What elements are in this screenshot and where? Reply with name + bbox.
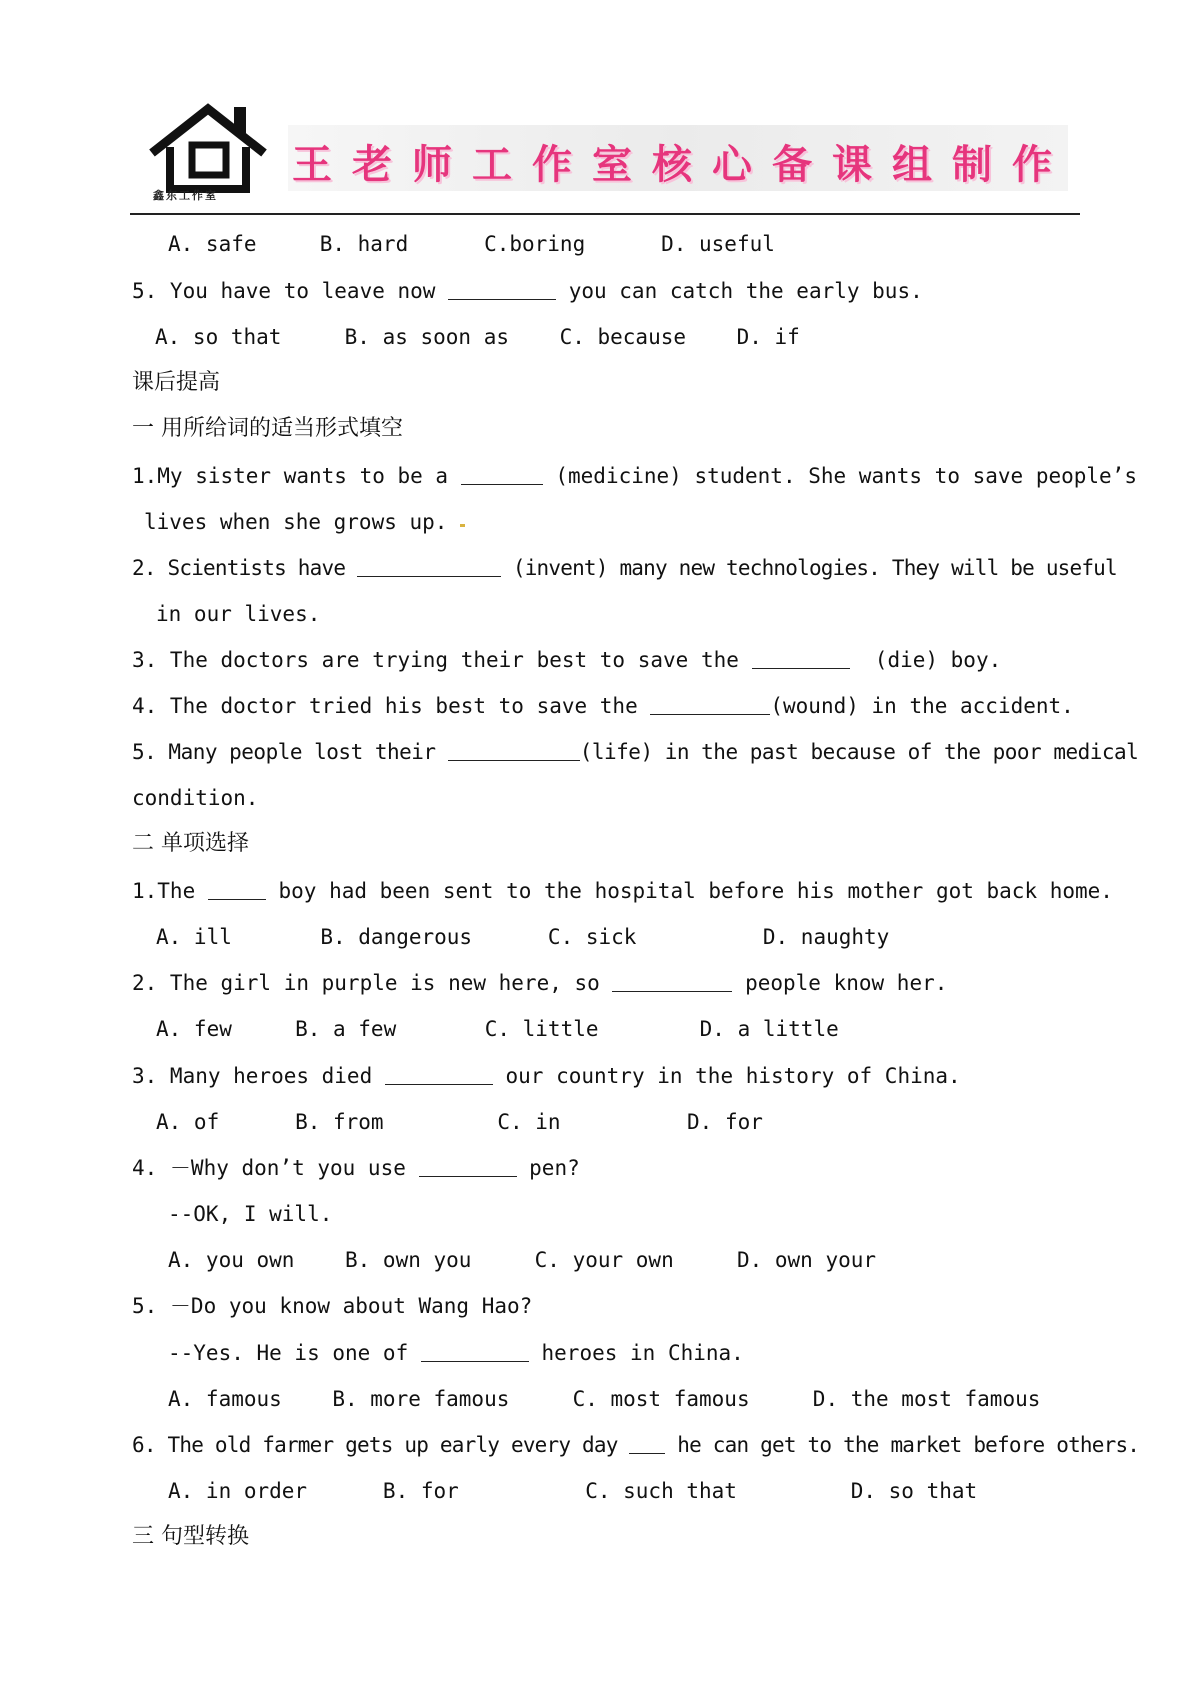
section-heading-2: 二 单项选择 <box>132 831 249 856</box>
answer-blank[interactable] <box>448 279 556 300</box>
options-line: A. so that B. as soon as C. because D. if <box>155 325 800 349</box>
question-continuation: in our lives. <box>156 602 321 626</box>
answer-blank[interactable] <box>385 1064 493 1085</box>
options-line: A. famous B. more famous C. most famous D. the most famous <box>168 1387 1041 1411</box>
dialogue-reply: --OK, I will. <box>168 1202 333 1226</box>
question-line: 4. The doctor tried his best to save the (wound) in the accident. <box>132 694 1074 718</box>
question-continuation: condition. <box>132 786 259 810</box>
section-heading-1: 一 用所给词的适当形式填空 <box>132 416 403 441</box>
options-line: A. in order B. for C. such that D. so that <box>168 1479 978 1503</box>
answer-blank[interactable] <box>461 464 543 485</box>
question-line: 5. －Do you know about Wang Hao? <box>132 1294 533 1318</box>
logo-caption: 鑫东工作室 <box>153 189 218 202</box>
question-line: 3. The doctors are trying their best to save the (die) boy. <box>132 648 1002 672</box>
options-line: A. few B. a few C. little D. a little <box>156 1017 839 1041</box>
banner-title: 王老师工作室核心备课组制作 <box>292 141 1072 188</box>
header-divider <box>130 213 1080 215</box>
question-line: 4. －Why don’t you use pen? <box>132 1156 580 1180</box>
section-heading-3: 三 句型转换 <box>132 1524 249 1549</box>
options-line: A. you own B. own you C. your own D. own your <box>168 1248 877 1272</box>
answer-blank[interactable] <box>629 1433 665 1454</box>
section-title-after-class: 课后提高 <box>132 370 221 395</box>
answer-blank[interactable] <box>650 694 770 715</box>
question-line: 2. Scientists have (invent) many new technologies. They will be useful <box>132 556 1117 580</box>
answer-blank[interactable] <box>752 648 850 669</box>
question-line: 5. Many people lost their (life) in the past because of the poor medical <box>132 740 1139 764</box>
question-line: 6. The old farmer gets up early every day he can get to the market before others. <box>132 1433 1140 1457</box>
question-line: 2. The girl in purple is new here, so people know her. <box>132 971 948 995</box>
question-line: 5. You have to leave now you can catch the early bus. <box>132 279 923 303</box>
question-line: 1.My sister wants to be a (medicine) student. She wants to save people’s <box>132 464 1137 488</box>
options-line: A. ill B. dangerous C. sick D. naughty <box>156 925 890 949</box>
answer-blank[interactable] <box>208 879 266 900</box>
options-q4-partial: A. safe B. hard C.boring D. useful <box>168 232 775 256</box>
answer-blank[interactable] <box>419 1156 517 1177</box>
page-header <box>140 95 1080 215</box>
question-continuation: lives when she grows up. <box>144 508 465 536</box>
dialogue-reply: --Yes. He is one of heroes in China. <box>168 1341 744 1365</box>
answer-blank[interactable] <box>612 971 732 992</box>
stray-mark <box>460 524 465 527</box>
options-line: A. of B. from C. in D. for <box>156 1110 763 1134</box>
answer-blank[interactable] <box>448 740 580 761</box>
question-line: 3. Many heroes died our country in the history of China. <box>132 1064 961 1088</box>
question-line: 1.The boy had been sent to the hospital before his mother got back home. <box>132 879 1113 903</box>
answer-blank[interactable] <box>357 556 501 577</box>
answer-blank[interactable] <box>421 1341 529 1362</box>
